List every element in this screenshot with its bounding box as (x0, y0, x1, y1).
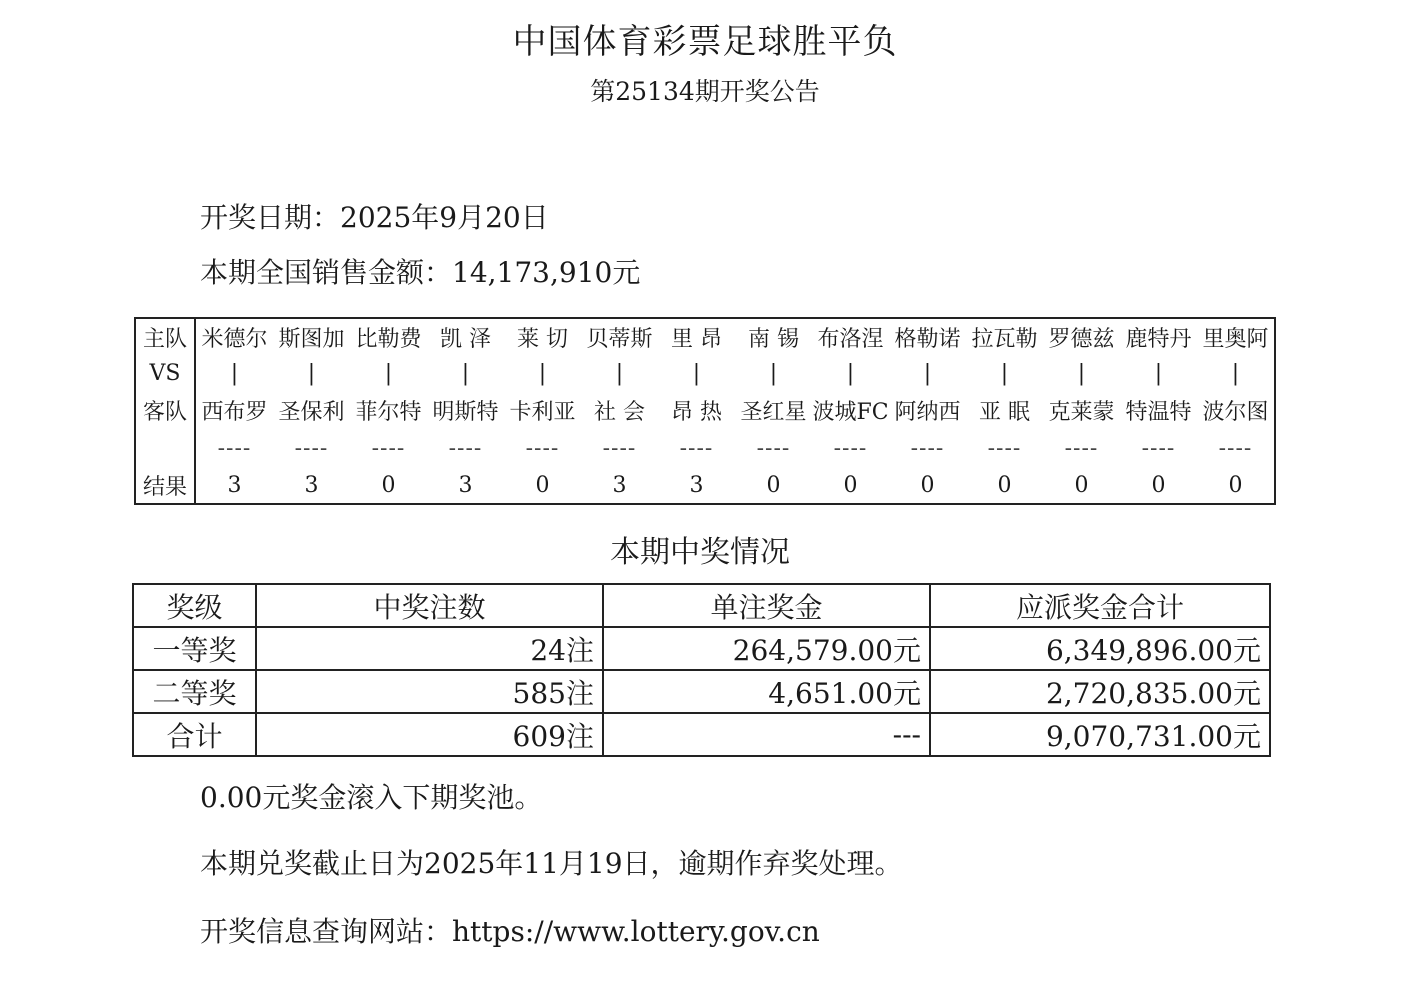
match-result: 0 (1074, 472, 1089, 498)
vs-separator: | (846, 361, 855, 386)
vs-separator: | (1231, 361, 1240, 386)
away-team: 圣保利 (278, 400, 345, 425)
match-result: 3 (304, 472, 319, 498)
match-result: 0 (997, 472, 1012, 498)
prize-single: --- (603, 713, 930, 756)
dash-separator: ---- (833, 435, 868, 461)
page-title: 中国体育彩票足球胜平负 (512, 22, 898, 62)
away-team: 克莱蒙 (1048, 400, 1115, 425)
prize-table (132, 583, 1271, 757)
home-team: 鹿特丹 (1125, 326, 1192, 352)
home-team: 拉瓦勒 (971, 326, 1038, 352)
vs-label: VS (135, 355, 195, 392)
draw-date-label: 开奖日期： (200, 201, 341, 234)
home-team: 贝蒂斯 (586, 326, 653, 352)
away-team: 卡利亚 (509, 400, 576, 425)
away-label: 客队 (135, 392, 195, 429)
home-team: 里 昂 (671, 326, 722, 352)
vs-separator: | (615, 361, 624, 386)
away-team: 圣红星 (740, 400, 807, 425)
prize-level: 二等奖 (133, 670, 256, 713)
match-result: 3 (612, 472, 627, 498)
col-header-single: 单注奖金 (603, 584, 930, 627)
match-result: 3 (458, 472, 473, 498)
prize-total: 9,070,731.00元 (930, 713, 1270, 756)
dash-separator: ---- (1064, 435, 1099, 461)
dash-separator: ---- (294, 435, 329, 461)
prize-row-sum (133, 713, 1270, 756)
vs-separator: | (461, 361, 470, 386)
dash-row (135, 429, 1275, 467)
home-team: 布洛涅 (817, 326, 884, 352)
away-team: 特温特 (1125, 400, 1192, 425)
vs-separator: | (384, 361, 393, 386)
website-link[interactable]: https://www.lottery.gov.cn (452, 915, 820, 948)
match-result: 0 (766, 472, 781, 498)
dash-separator: ---- (1141, 435, 1176, 461)
prize-total: 6,349,896.00元 (930, 627, 1270, 670)
vs-separator: | (538, 361, 547, 386)
away-team: 阿纳西 (894, 400, 961, 425)
col-header-total: 应派奖金合计 (930, 584, 1270, 627)
home-team: 比勒费 (355, 326, 422, 352)
match-result: 0 (535, 472, 550, 498)
dash-separator: ---- (987, 435, 1022, 461)
vs-separator: | (230, 361, 239, 386)
away-team: 波尔图 (1202, 400, 1269, 425)
prize-single: 4,651.00元 (603, 670, 930, 713)
home-team: 罗德兹 (1048, 326, 1115, 352)
dash-separator: ---- (756, 435, 791, 461)
away-team-row (135, 392, 1275, 429)
website-label: 开奖信息查询网站： (200, 915, 453, 948)
prize-total: 2,720,835.00元 (930, 670, 1270, 713)
dash-separator: ---- (217, 435, 252, 461)
prize-section-title: 本期中奖情况 (610, 535, 790, 570)
dash-separator: ---- (448, 435, 483, 461)
dash-separator: ---- (602, 435, 637, 461)
match-result: 0 (843, 472, 858, 498)
prize-count: 585注 (256, 670, 603, 713)
match-result: 0 (381, 472, 396, 498)
away-team: 昂 热 (671, 400, 722, 425)
home-team: 南 锡 (748, 326, 799, 352)
home-team: 里奥阿 (1202, 326, 1269, 352)
draw-date-line (200, 196, 549, 236)
match-table (134, 317, 1276, 505)
vs-separator: | (923, 361, 932, 386)
home-label: 主队 (135, 318, 195, 355)
home-team-row (135, 318, 1275, 355)
vs-row (135, 355, 1275, 392)
col-header-count: 中奖注数 (256, 584, 603, 627)
away-team: 西布罗 (201, 400, 268, 425)
match-result: 3 (227, 472, 242, 498)
away-team: 社 会 (594, 400, 645, 425)
col-header-level: 奖级 (133, 584, 256, 627)
prize-level: 合计 (133, 713, 256, 756)
dash-separator: ---- (910, 435, 945, 461)
prize-single: 264,579.00元 (603, 627, 930, 670)
prize-header-row (133, 584, 1270, 627)
away-team: 明斯特 (432, 400, 499, 425)
website-line (200, 910, 820, 950)
rollover-note: 0.00元奖金滚入下期奖池。 (200, 781, 543, 814)
match-result: 0 (1228, 472, 1243, 498)
home-team: 凯 泽 (440, 326, 491, 352)
home-team: 斯图加 (278, 326, 345, 352)
vs-separator: | (692, 361, 701, 386)
match-result: 0 (1151, 472, 1166, 498)
vs-separator: | (1000, 361, 1009, 386)
vs-separator: | (769, 361, 778, 386)
vs-separator: | (1154, 361, 1163, 386)
dash-separator: ---- (371, 435, 406, 461)
dash-separator: ---- (679, 435, 714, 461)
match-result: 3 (689, 472, 704, 498)
away-team: 亚 眠 (979, 400, 1030, 425)
deadline-note: 本期兑奖截止日为2025年11月19日，逾期作弃奖处理。 (200, 847, 903, 880)
sales-value: 14,173,910元 (452, 256, 641, 289)
dash-row-header (135, 429, 195, 467)
away-team: 菲尔特 (355, 400, 422, 425)
match-result: 0 (920, 472, 935, 498)
dash-separator: ---- (525, 435, 560, 461)
dash-separator: ---- (1218, 435, 1253, 461)
result-row (135, 467, 1275, 504)
sales-line (200, 251, 640, 291)
home-team: 米德尔 (201, 326, 268, 352)
prize-count: 609注 (256, 713, 603, 756)
home-team: 格勒诺 (894, 326, 961, 352)
prize-count: 24注 (256, 627, 603, 670)
result-label: 结果 (135, 467, 195, 504)
prize-level: 一等奖 (133, 627, 256, 670)
page-subtitle: 第25134期开奖公告 (590, 77, 820, 106)
vs-separator: | (1077, 361, 1086, 386)
vs-separator: | (307, 361, 316, 386)
prize-row-second (133, 670, 1270, 713)
away-team: 波城FC (812, 400, 889, 425)
draw-date-value: 2025年9月20日 (340, 201, 549, 234)
home-team: 莱 切 (517, 326, 568, 352)
sales-label: 本期全国销售金额： (200, 256, 453, 289)
prize-row-first (133, 627, 1270, 670)
